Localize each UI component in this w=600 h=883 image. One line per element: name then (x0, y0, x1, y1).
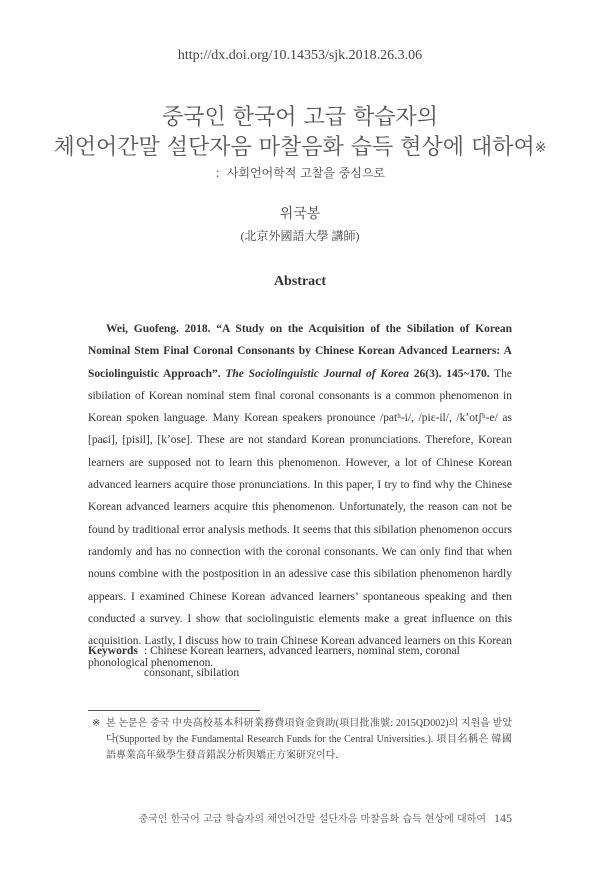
paper-title (0, 103, 600, 163)
keywords-text: : Chinese Korean learners, advanced learners, nominal stem, coronal consonant, sibilation (144, 645, 460, 679)
abstract-text: The sibilation of Korean nominal stem final coronal consonants is a common phenomenon in Korean spoken language. Many Korean speakers pronounce /patʰ-i/, /piɛ-il/, /kʼotʃʰ-e/ as [paɕi], [pisil], [kʼose]. These are not standard Korean pronunciations. Therefore, Korean learners are supposed not to learn this phenomenon. However, a lot of Chinese Korean advanced learners acquire those pronunciations. In this paper, I try to find why the Chinese Korean advanced learners acquire this phenomenon. Unfortunately, the reason can not be found by traditional error analysis methods. It seems that this sibilation phenomenon occurs randomly and has no connection with the coronal consonants. We can only find that when nouns combine with the postposition in an adessive case this sibilation phenomenon hardly appears. I examined Chinese Korean advanced learners’ spontaneous speaking and then conducted a survey. I show that sociolinguistic elements make a great influence on this acquisition. Lastly, I discuss how to train Chinese Korean advanced learners on this Korean phonological phenomenon. (88, 367, 513, 670)
journal-name: The Sociolinguistic Journal of Korea (225, 367, 410, 380)
footnote-reference-mark: ※ (534, 140, 547, 156)
footnote-divider (88, 710, 260, 711)
doi-link[interactable]: http://dx.doi.org/10.14353/sjk.2018.26.3.06 (177, 48, 423, 63)
author-affiliation: (北京外國語大學 講師) (240, 229, 360, 243)
footnote-text: 본 논문은 중국 中央高校基本科研業務費項資金資助(項目批准號: 2015QD002)의 지원을 받았다(Supported by the Fundamental Research Funds for the Central Universities.). 項目名稱은 韓國語專業高年級學生發音錯誤分析與矯正方案研究이다. (106, 718, 512, 761)
abstract-paragraph (88, 318, 512, 675)
keywords-label: Keywords (88, 645, 138, 657)
running-footer-title: 중국인 한국어 고급 학습자의 체언어간말 설단자음 마찰음화 습득 현상에 대하여 (138, 814, 486, 825)
paper-subtitle: ：사회언어학적 고찰을 중심으로 (214, 166, 386, 180)
title-line-1: 중국인 한국어 고급 학습자의 (161, 105, 438, 130)
author-name: 위국봉 (279, 206, 321, 222)
citation: Wei, Guofeng. 2018. “A Study on the Acquisition of the Sibilation of Korean Nominal Stem Final Coronal Consonants by Chinese Korean Advanced Learners: A Sociolinguistic Approach”. (88, 323, 512, 380)
running-footer (88, 810, 512, 826)
footnote-mark: ※ (92, 718, 101, 729)
title-line-2: 체언어간말 설단자음 마찰음화 습득 현상에 대하여 (53, 135, 535, 160)
page-number: 145 (494, 811, 512, 825)
volume-pages: 26(3). 145~170. (413, 367, 490, 380)
keywords (88, 640, 512, 684)
abstract-heading: Abstract (273, 274, 327, 289)
footnote (92, 716, 512, 764)
abstract-body (88, 318, 512, 675)
